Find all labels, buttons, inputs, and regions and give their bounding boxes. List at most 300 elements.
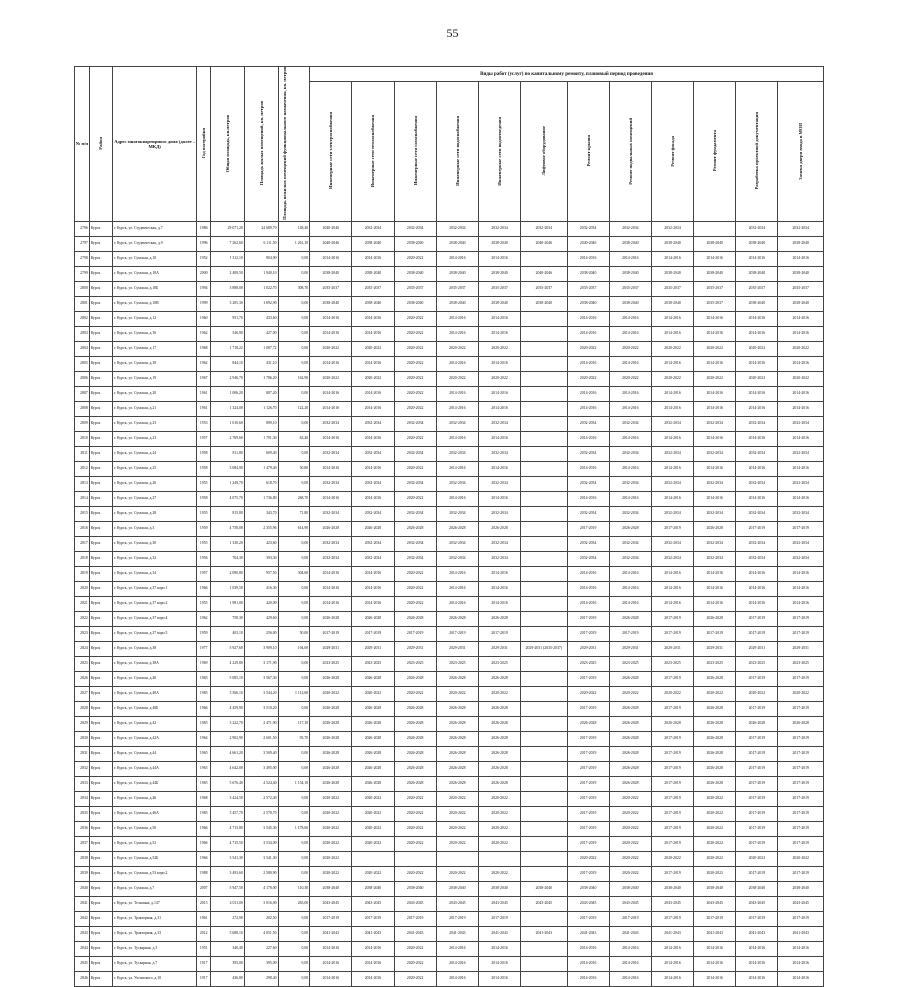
table-cell: 1957 (197, 566, 211, 581)
table-cell: 2014-2016 (736, 461, 778, 476)
table-cell: 2014-2016 (352, 956, 394, 971)
table-cell: 2043-2045 (694, 896, 736, 911)
table-cell: 2017-2019 (567, 521, 609, 536)
table-cell: 2014-2016 (310, 431, 352, 446)
table-cell: 1962 (197, 326, 211, 341)
table-cell: 1977 (197, 641, 211, 656)
table-cell: 2026-2028 (352, 521, 394, 536)
table-cell: 2014-2016 (651, 326, 693, 341)
table-cell (521, 626, 567, 641)
table-cell: 2 601,50 (244, 731, 278, 746)
table-cell (352, 851, 394, 866)
table-cell: 2020-2022 (394, 386, 436, 401)
table-cell: 2032-2034 (609, 221, 651, 236)
table-cell: 2014-2016 (736, 386, 778, 401)
table-cell: 2014-2016 (436, 581, 478, 596)
table-cell: 2014-2016 (694, 326, 736, 341)
table-cell: 2032-2034 (352, 476, 394, 491)
table-cell: 0,00 (278, 386, 310, 401)
table-cell: 2800 (75, 281, 90, 296)
table-cell: 2020-2022 (651, 686, 693, 701)
table-cell: 2026-2028 (436, 746, 478, 761)
table-cell: 5 927,60 (211, 641, 245, 656)
table-cell: 0,00 (278, 551, 310, 566)
table-cell: 6 111,50 (244, 236, 278, 251)
table-cell: 2020-2022 (394, 866, 436, 881)
table-cell: 2020-2022 (609, 791, 651, 806)
table-cell (521, 701, 567, 716)
table-cell: 809,10 (244, 416, 278, 431)
table-cell: 2043-2045 (394, 896, 436, 911)
table-cell: 1958 (197, 461, 211, 476)
table-cell: 2029-2031 (778, 641, 824, 656)
table-cell: 2014-2016 (694, 356, 736, 371)
table-row (75, 791, 824, 806)
table-row (75, 356, 824, 371)
table-cell: 2026-2028 (609, 716, 651, 731)
table-cell: 2017-2019 (651, 806, 693, 821)
table-cell: 2014-2016 (310, 356, 352, 371)
table-cell: 0,00 (278, 581, 310, 596)
table-cell (521, 476, 567, 491)
table-cell: 1 718,22 (211, 341, 245, 356)
table-cell: 2020-2022 (736, 686, 778, 701)
table-cell: 2032-2034 (609, 476, 651, 491)
table-cell: 2032-2034 (436, 536, 478, 551)
table-cell: 811,80 (211, 446, 245, 461)
table-cell: 2014-2016 (567, 251, 609, 266)
table-cell: 2032-2034 (436, 446, 478, 461)
table-cell: 2017-2019 (436, 626, 478, 641)
table-cell: 298,40 (244, 971, 278, 986)
table-cell (521, 506, 567, 521)
table-cell: 2017-2019 (567, 701, 609, 716)
table-cell: 2017-2019 (778, 521, 824, 536)
table-cell: 2032-2034 (352, 506, 394, 521)
table-cell: 2020-2022 (436, 686, 478, 701)
table-cell: 4 051,50 (244, 926, 278, 941)
table-cell: 162,90 (278, 371, 310, 386)
table-cell: 2017-2019 (778, 821, 824, 836)
table-cell: 2014-2016 (651, 971, 693, 986)
table-cell: 2014-2016 (736, 491, 778, 506)
table-row (75, 746, 824, 761)
table-cell: Курск (89, 791, 112, 806)
table-cell: г. Курск, ул. Тракторная, д.33 (112, 926, 196, 941)
table-cell: 2014-2016 (736, 251, 778, 266)
table-cell: 0,00 (278, 761, 310, 776)
table-cell: 2026-2028 (436, 671, 478, 686)
table-cell: 2017-2019 (651, 521, 693, 536)
header-total-area: Общая площадь, кв.метров (211, 67, 245, 222)
table-cell: г. Курск, ул. Сумская, д.38А (112, 656, 196, 671)
table-cell: 4 229,80 (211, 656, 245, 671)
table-cell: 2014-2016 (310, 326, 352, 341)
table-cell: 2038-2040 (521, 296, 567, 311)
table-cell (521, 911, 567, 926)
table-cell: 2014-2016 (651, 386, 693, 401)
table-cell: 2845 (75, 956, 90, 971)
table-cell: 2032-2034 (394, 506, 436, 521)
table-cell: 2014-2016 (436, 431, 478, 446)
table-cell: 2020-2022 (478, 836, 520, 851)
table-cell: Курск (89, 356, 112, 371)
table-cell: 2020-2022 (310, 836, 352, 851)
table-cell (521, 956, 567, 971)
table-cell: 2017-2019 (778, 911, 824, 926)
table-cell: г. Курск, ул. Сумская, д.10 (112, 251, 196, 266)
table-cell: 2014-2016 (352, 596, 394, 611)
table-cell: 758,30 (211, 611, 245, 626)
table-cell: 2043-2045 (521, 896, 567, 911)
table-cell: 2038-2040 (394, 296, 436, 311)
table-cell: 2841 (75, 896, 90, 911)
table-cell (521, 941, 567, 956)
table-cell (521, 686, 567, 701)
table-cell: 5 688,10 (211, 926, 245, 941)
table-cell: 2014-2016 (778, 971, 824, 986)
table-cell: 2020-2022 (609, 686, 651, 701)
table-cell: 2014-2016 (352, 251, 394, 266)
table-cell: 2014-2016 (310, 461, 352, 476)
table-cell: 2 902,90 (211, 731, 245, 746)
table-cell: 2020-2022 (394, 596, 436, 611)
table-cell: 2038-2040 (609, 236, 651, 251)
table-cell: 0,00 (278, 326, 310, 341)
table-cell: 2041-2043 (651, 926, 693, 941)
table-cell: 227,60 (244, 941, 278, 956)
table-cell: 4 713,80 (211, 821, 245, 836)
table-cell: 2026-2028 (394, 776, 436, 791)
table-cell: 2014-2016 (609, 401, 651, 416)
table-cell: 2032-2034 (736, 551, 778, 566)
table-cell: 2029-2031 (352, 641, 394, 656)
table-cell: Курск (89, 296, 112, 311)
table-cell: 1 154,10 (278, 776, 310, 791)
table-cell: 2017-2019 (778, 806, 824, 821)
table-cell: 2020-2022 (694, 806, 736, 821)
table-row (75, 851, 824, 866)
table-cell: 1965 (197, 776, 211, 791)
table-cell: 2014-2016 (736, 431, 778, 446)
table-cell: 2014-2016 (651, 461, 693, 476)
table-cell: 2804 (75, 341, 90, 356)
table-row (75, 431, 824, 446)
table-cell: г. Курск, ул. Сумская, д.23 (112, 416, 196, 431)
table-cell: 2035-2037 (567, 281, 609, 296)
table-cell: 2038-2040 (651, 266, 693, 281)
table-cell: Курск (89, 971, 112, 986)
table-cell: 951,70 (211, 311, 245, 326)
table-cell: 2032-2034 (609, 446, 651, 461)
table-cell: 0,00 (278, 266, 310, 281)
table-row (75, 731, 824, 746)
table-cell: 395,00 (244, 956, 278, 971)
header-works-group: Виды работ (услуг) по капитальному ремонту, плановый период проведения (310, 67, 824, 82)
table-cell: 2020-2022 (394, 491, 436, 506)
table-cell: 2032-2034 (778, 446, 824, 461)
table-cell: Курск (89, 416, 112, 431)
table-cell: 2032-2034 (778, 476, 824, 491)
table-cell: 2815 (75, 506, 90, 521)
table-cell: Курск (89, 461, 112, 476)
table-cell: 2020-2022 (478, 806, 520, 821)
table-cell: 2017-2019 (694, 626, 736, 641)
table-cell: 2014-2016 (436, 386, 478, 401)
table-cell: 2014-2016 (310, 941, 352, 956)
table-cell (521, 671, 567, 686)
table-cell: 2818 (75, 551, 90, 566)
table-cell: 2032-2034 (736, 506, 778, 521)
table-cell: 2026-2028 (310, 776, 352, 791)
table-cell: 2032-2034 (352, 221, 394, 236)
table-cell: 2014-2016 (609, 596, 651, 611)
table-cell: 2043-2045 (567, 896, 609, 911)
table-cell: Курск (89, 821, 112, 836)
table-cell: 2812 (75, 461, 90, 476)
table-cell: г. Курск, ул. Сумская, д.25 (112, 461, 196, 476)
table-cell: 2020-2022 (310, 341, 352, 356)
table-cell: 2032-2034 (651, 551, 693, 566)
table-cell: 2043-2045 (651, 896, 693, 911)
table-cell: 3 171,90 (244, 656, 278, 671)
table-cell: 2014-2016 (651, 356, 693, 371)
table-cell: 0,00 (278, 836, 310, 851)
table-cell: 2026-2028 (478, 746, 520, 761)
table-cell: 1965 (197, 761, 211, 776)
table-cell: 2014-2016 (694, 971, 736, 986)
table-cell: г. Курск, ул. Сумская, д.37 корп.2 (112, 596, 196, 611)
table-cell: 2831 (75, 746, 90, 761)
table-cell: 2043-2045 (736, 896, 778, 911)
table-cell: 4 758,08 (211, 521, 245, 536)
table-cell: г. Курск, ул. Сумская, д.34 (112, 566, 196, 581)
table-cell: г. Курск, ул. Сумская, д.18 (112, 356, 196, 371)
table-cell: 2035-2037 (352, 281, 394, 296)
table-cell: 1968 (197, 341, 211, 356)
table-cell: 1994 (197, 281, 211, 296)
table-cell: 393,30 (244, 551, 278, 566)
table-cell: 256,00 (244, 626, 278, 641)
table-cell: 2838 (75, 851, 90, 866)
table-cell: 1988 (197, 866, 211, 881)
table-cell: 2043-2045 (778, 896, 824, 911)
table-cell: 2020-2022 (394, 356, 436, 371)
table-cell: 2014-2016 (310, 491, 352, 506)
table-cell: 1 261,10 (278, 236, 310, 251)
table-row (75, 656, 824, 671)
table-cell: г. Курск, ул. Тускарная, д.7 (112, 956, 196, 971)
table-cell: 2038-2040 (609, 881, 651, 896)
table-cell: 2026-2028 (694, 671, 736, 686)
table-cell: 2032-2034 (778, 416, 824, 431)
table-cell: г. Курск, ул. Сумская, д.16 (112, 326, 196, 341)
table-cell: Курск (89, 926, 112, 941)
table-cell: 2839 (75, 866, 90, 881)
table-cell: 2017-2019 (651, 866, 693, 881)
table-cell: 2808 (75, 401, 90, 416)
table-cell: 2038-2040 (436, 236, 478, 251)
page-number: 55 (446, 26, 459, 40)
table-cell: 2017-2019 (736, 911, 778, 926)
table-cell: Курск (89, 281, 112, 296)
table-cell: 2032-2034 (436, 416, 478, 431)
table-cell: Курск (89, 521, 112, 536)
table-cell: Курск (89, 731, 112, 746)
table-cell: 2020-2022 (694, 371, 736, 386)
header-work-1: Инженерные сети теплоснабжения (352, 82, 394, 222)
table-cell: 2032-2034 (567, 536, 609, 551)
table-cell: 2014-2016 (778, 251, 824, 266)
table-cell (521, 596, 567, 611)
table-cell: 2038-2040 (651, 881, 693, 896)
table-cell: 50,00 (278, 626, 310, 641)
table-cell: 2014-2016 (736, 326, 778, 341)
table-cell: 2020-2022 (478, 791, 520, 806)
table-cell: 2023-2025 (694, 656, 736, 671)
table-cell: 2038-2040 (778, 266, 824, 281)
table-cell: 1 039,50 (211, 581, 245, 596)
table-cell: 2020-2022 (394, 431, 436, 446)
table-cell: 2026-2028 (352, 731, 394, 746)
table-cell: Курск (89, 611, 112, 626)
table-cell (521, 971, 567, 986)
table-cell: 2038-2040 (478, 266, 520, 281)
table-cell: 2020-2022 (436, 791, 478, 806)
table-cell: 2038-2040 (567, 881, 609, 896)
table-cell: 2014-2016 (352, 356, 394, 371)
table-cell: 2017-2019 (567, 836, 609, 851)
table-cell: 117,10 (278, 716, 310, 731)
table-cell: 2020-2022 (352, 791, 394, 806)
table-cell: 2014-2016 (567, 401, 609, 416)
table-cell: 2014-2016 (478, 491, 520, 506)
table-cell (521, 716, 567, 731)
table-cell: 2020-2022 (394, 581, 436, 596)
table-cell: Курск (89, 866, 112, 881)
table-cell: 2020-2022 (394, 566, 436, 581)
table-cell: 3 909,10 (244, 641, 278, 656)
table-cell: 2020-2022 (352, 341, 394, 356)
table-cell: 2814 (75, 491, 90, 506)
table-cell: г. Курск, ул. Сумская, д.21 (112, 401, 196, 416)
table-cell: 1961 (197, 386, 211, 401)
table-cell: 2014-2016 (651, 941, 693, 956)
table-cell: 2032-2034 (478, 446, 520, 461)
table-cell: 957,50 (244, 566, 278, 581)
table-cell: 2020-2022 (651, 851, 693, 866)
table-cell: 1 479,40 (244, 461, 278, 476)
table-cell: 2806 (75, 371, 90, 386)
table-cell: 1999 (197, 296, 211, 311)
table-cell: 2837 (75, 836, 90, 851)
table-cell: 2026-2028 (310, 701, 352, 716)
table-cell: 2020-2022 (694, 791, 736, 806)
table-cell: Курск (89, 671, 112, 686)
table-cell: 2032-2034 (310, 476, 352, 491)
table-cell: 2026-2028 (310, 731, 352, 746)
table-cell: г. Курск, ул. Сумская, д.40 (112, 671, 196, 686)
table-cell: 2035-2037 (310, 281, 352, 296)
table-cell: 3 545,30 (244, 821, 278, 836)
table-cell: 1964 (197, 731, 211, 746)
table-cell: 2020-2022 (436, 371, 478, 386)
table-cell (521, 446, 567, 461)
table-cell: 3 888,00 (211, 281, 245, 296)
table-cell: 3 566,10 (211, 686, 245, 701)
table-cell: 2014-2016 (352, 326, 394, 341)
table-row (75, 836, 824, 851)
table-row (75, 806, 824, 821)
table-cell: г. Курск, ул. Сумская, д.38 (112, 641, 196, 656)
table-cell: 2020-2022 (394, 461, 436, 476)
table-cell: 1956 (197, 551, 211, 566)
table-cell: 2032-2034 (567, 221, 609, 236)
table-cell: 2017-2019 (736, 776, 778, 791)
table-cell: 2017-2019 (567, 791, 609, 806)
table-cell: 2801 (75, 296, 90, 311)
table-cell: 1 087,72 (244, 341, 278, 356)
table-cell: 4 642,00 (211, 761, 245, 776)
table-cell: 2032-2034 (567, 446, 609, 461)
table-cell: 2038-2040 (352, 881, 394, 896)
table-cell: Курск (89, 341, 112, 356)
table-cell: 2 769,60 (211, 431, 245, 446)
table-cell: 2032-2034 (352, 536, 394, 551)
table-cell: 2014-2016 (478, 401, 520, 416)
table-cell: 2032-2034 (736, 476, 778, 491)
table-row (75, 821, 824, 836)
table-cell: 2026-2028 (651, 716, 693, 731)
table-cell: 2017-2019 (736, 521, 778, 536)
table-cell: 2014-2016 (352, 401, 394, 416)
header-work-3: Инженерные сети водоснабжения (436, 82, 478, 222)
table-cell: 2035-2037 (694, 281, 736, 296)
table-row (75, 491, 824, 506)
table-cell (521, 821, 567, 836)
table-cell: 2032-2034 (478, 551, 520, 566)
table-cell: 2017-2019 (736, 806, 778, 821)
table-cell: 2020-2022 (436, 836, 478, 851)
table-cell: Курск (89, 836, 112, 851)
table-cell: 2020-2022 (394, 686, 436, 701)
table-cell: 1959 (197, 626, 211, 641)
table-cell: 2038-2040 (521, 881, 567, 896)
table-cell: 2043-2045 (478, 896, 520, 911)
table-cell: 2014-2016 (310, 971, 352, 986)
table-cell: 2020-2022 (736, 851, 778, 866)
table-cell: 2026-2028 (352, 611, 394, 626)
table-cell: 2038-2040 (694, 236, 736, 251)
table-cell: 194,00 (278, 641, 310, 656)
table-cell: 2014-2016 (352, 491, 394, 506)
table-cell: 2017-2019 (778, 731, 824, 746)
table-cell: 2038-2040 (436, 881, 478, 896)
table-cell: 2026-2028 (394, 521, 436, 536)
header-num: № п/п (75, 67, 90, 222)
header-work-6: Ремонт крыши (567, 82, 609, 222)
table-cell: 2017-2019 (778, 866, 824, 881)
table-cell: г. Курск, ул. Сумская, д.42 (112, 716, 196, 731)
table-cell: 2 355,96 (244, 521, 278, 536)
table-cell: 2014-2016 (436, 596, 478, 611)
table-cell: 2020-2022 (310, 866, 352, 881)
table-row (75, 536, 824, 551)
table-cell: 2035-2037 (521, 281, 567, 296)
table-row (75, 626, 824, 641)
table-cell: 2032-2034 (352, 416, 394, 431)
table-cell: 2032-2034 (478, 221, 520, 236)
